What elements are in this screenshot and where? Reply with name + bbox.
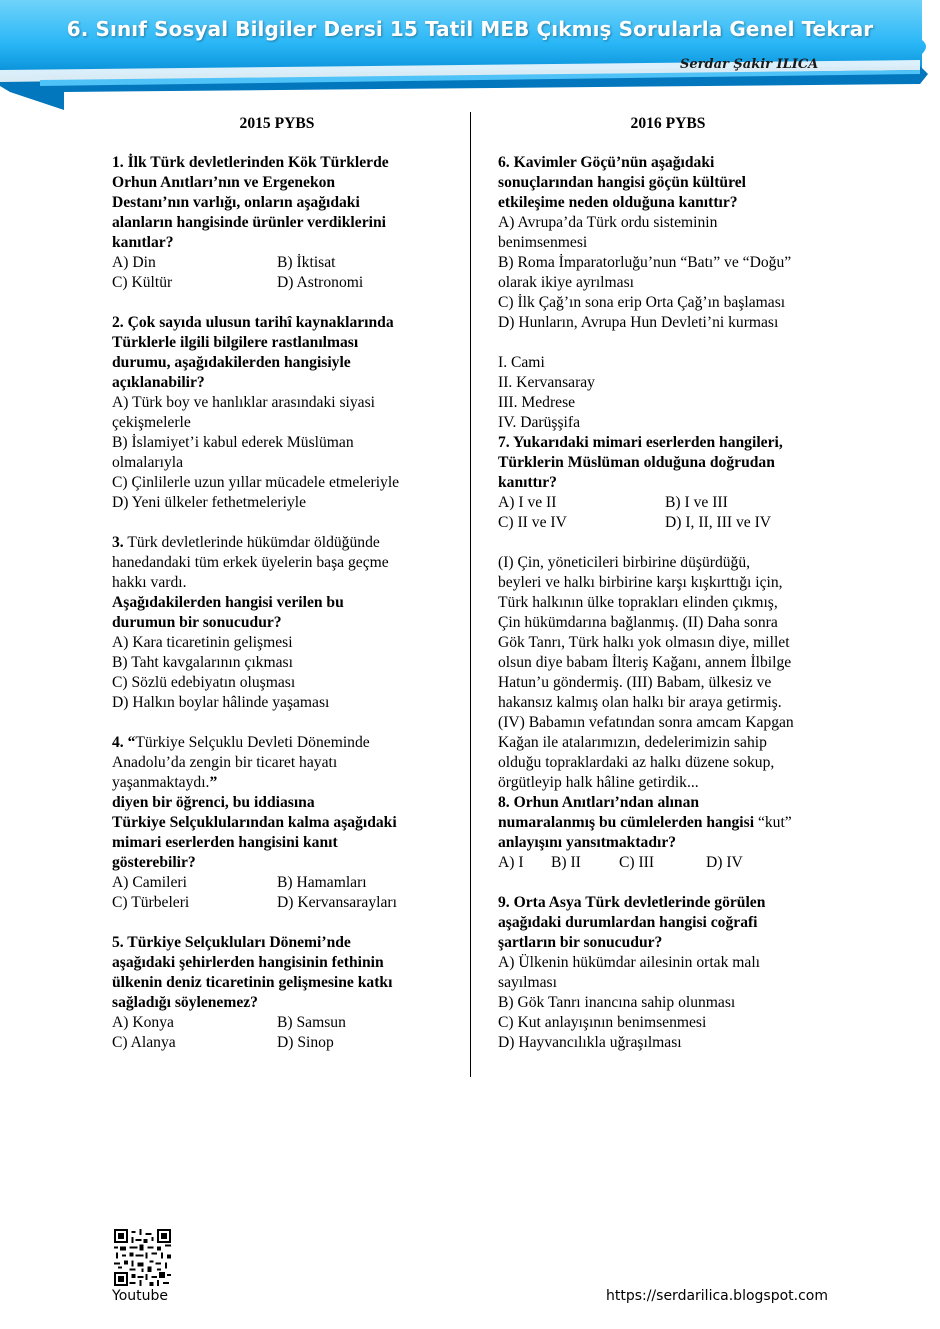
question-5-stem: aşağıdaki şehirlerden hangisinin fethinin: [112, 954, 384, 971]
question-1: [112, 153, 442, 293]
right-column: [498, 114, 838, 1073]
question-2-stem: durumu, aşağıdakilerden hangisiyle: [112, 354, 351, 371]
passage-line: Gök Tanrı, Türk halkı yok olmasın diye, millet: [498, 634, 790, 651]
question-6: [498, 153, 838, 333]
column-divider: [470, 112, 471, 1077]
question-3-stem: Aşağıdakilerden hangisi verilen bu: [112, 594, 344, 611]
option-c: C) Sözlü edebiyatın oluşması: [112, 674, 296, 691]
option-d: D) Sinop: [277, 1034, 334, 1051]
passage-line: olduğu topraklardaki az halkı düzene sokup,: [498, 754, 775, 771]
question-5-stem: 5. Türkiye Selçukluları Dönemi’nde: [112, 934, 351, 951]
passage-line: beyleri ve halkı birbirine karşı kışkırttığı için,: [498, 574, 783, 591]
option-a: A) Kara ticaretinin gelişmesi: [112, 634, 293, 651]
question-4-quote-close: ”: [209, 774, 218, 791]
option-a: A) Camileri: [112, 874, 187, 891]
question-1-stem: 1. İlk Türk devletlerinden Kök Türklerde: [112, 154, 389, 171]
option-a-cont: çekişmelerle: [112, 414, 191, 431]
passage-line: olsun diye babam İlteriş Kağanı, annem İlbilge: [498, 654, 792, 671]
question-2-stem: 2. Çok sayıda ulusun tarihî kaynaklarında: [112, 314, 394, 331]
question-1-stem: alanların hangisinde ürünler verdiklerini: [112, 214, 386, 231]
question-4-stem: gösterebilir?: [112, 854, 196, 871]
option-b: B) Roma İmparatorluğu’nun “Batı” ve “Doğu”: [498, 254, 792, 271]
option-b: B) II: [551, 854, 581, 871]
option-a: A) Ülkenin hükümdar ailesinin ortak malı: [498, 954, 761, 971]
option-b: B) Samsun: [277, 1014, 346, 1031]
option-a: A) Avrupa’da Türk ordu sisteminin: [498, 214, 718, 231]
question-3-text: hakkı vardı.: [112, 574, 187, 591]
option-d: D) IV: [706, 854, 743, 871]
list-item: IV. Darüşşifa: [498, 414, 580, 431]
question-3-text: hanedandaki tüm erkek üyelerin başa geçme: [112, 554, 389, 571]
option-b: B) Hamamları: [277, 874, 367, 891]
question-5-stem: sağladığı söylenemez?: [112, 994, 258, 1011]
question-6-stem: 6. Kavimler Göçü’nün aşağıdaki: [498, 154, 715, 171]
list-item: II. Kervansaray: [498, 374, 595, 391]
question-1-stem: Orhun Anıtları’nın ve Ergenekon: [112, 174, 336, 191]
left-column: [112, 114, 442, 1073]
option-c: C) Türbeleri: [112, 894, 190, 911]
left-column-title: 2015 PYBS: [239, 115, 315, 132]
question-3-stem: durumun bir sonucudur?: [112, 614, 282, 631]
option-d: D) Astronomi: [277, 274, 364, 291]
option-d: D) Hayvancılıkla uğraşılması: [498, 1034, 682, 1051]
question-8: [498, 553, 838, 873]
question-4-quote: Anadolu’da zengin bir ticaret hayatı: [112, 754, 338, 771]
author-name: Serdar Şakir ILICA: [680, 57, 819, 72]
question-9-stem: şartların bir sonucudur?: [498, 934, 663, 951]
list-item: III. Medrese: [498, 394, 576, 411]
passage-line: (IV) Babamın vefatından sonra amcam Kapgan: [498, 714, 794, 731]
passage-line: (I) Çin, yöneticileri birbirine düşürdüğü,: [498, 554, 751, 571]
option-b: B) İktisat: [277, 254, 336, 271]
option-a: A) Konya: [112, 1014, 174, 1031]
option-b-cont: olmalarıyla: [112, 454, 184, 471]
question-7: [498, 353, 838, 533]
option-b: B) İslamiyet’i kabul ederek Müslüman: [112, 434, 354, 451]
passage-line: Hatun’u göndermiş. (III) Babam, ülkesiz ve: [498, 674, 772, 691]
option-b: B) Taht kavgalarının çıkması: [112, 654, 293, 671]
question-8-kut: “kut”: [757, 814, 792, 831]
header-banner: [0, 0, 940, 112]
option-a-cont: sayılması: [498, 974, 557, 991]
question-9: [498, 893, 838, 1053]
question-8-stem: numaralanmış bu cümlelerden hangisi: [498, 814, 758, 831]
option-a: A) Türk boy ve hanlıklar arasındaki siyasi: [112, 394, 376, 411]
qr-code-icon[interactable]: [114, 1229, 171, 1286]
option-c: C) Çinlilerle uzun yıllar mücadele etmeleriyle: [112, 474, 400, 491]
passage-line: Kağan ile atalarımızın, dedelerimizin sahip: [498, 734, 767, 751]
question-7-stem: kanıttır?: [498, 474, 557, 491]
question-7-stem: 7. Yukarıdaki mimari eserlerden hangileri,: [498, 434, 783, 451]
question-7-stem: Türklerin Müslüman olduğuna doğrudan: [498, 454, 775, 471]
option-c: C) İlk Çağ’ın sona erip Orta Çağ’ın başlaması: [498, 294, 786, 311]
question-5: [112, 933, 442, 1053]
youtube-link[interactable]: Youtube: [112, 1288, 168, 1304]
option-c: C) Kültür: [112, 274, 173, 291]
question-1-stem: Destanı’nın varlığı, onların aşağıdaki: [112, 194, 360, 211]
option-b-cont: olarak ikiye ayrılması: [498, 274, 634, 291]
option-c: C) Kut anlayışının benimsenmesi: [498, 1014, 707, 1031]
option-d: D) Halkın boylar hâlinde yaşaması: [112, 694, 330, 711]
question-2-stem: Türklerle ilgili bilgilere rastlanılması: [112, 334, 359, 351]
option-d: D) Yeni ülkeler fethetmeleriyle: [112, 494, 306, 511]
question-2-stem: açıklanabilir?: [112, 374, 205, 391]
passage-line: örgütleyip halk hâline getirdik...: [498, 774, 699, 791]
blog-link[interactable]: https://serdarilica.blogspot.com: [605, 1288, 828, 1304]
question-6-stem: sonuçlarından hangisi göçün kültürel: [498, 174, 746, 191]
option-a-cont: benimsenmesi: [498, 234, 588, 251]
question-9-stem: 9. Orta Asya Türk devletlerinde görülen: [498, 894, 766, 911]
question-4-quote: Türkiye Selçuklu Devleti Döneminde: [135, 734, 370, 751]
question-8-stem: anlayışını yansıtmaktadır?: [498, 834, 677, 851]
question-4-stem: diyen bir öğrenci, bu iddiasına: [112, 794, 315, 811]
question-4-number: 4. “: [112, 734, 136, 751]
passage-line: hakansız kalmış olan halkı bir araya getirmiş.: [498, 694, 782, 711]
option-c: C) II ve IV: [498, 514, 567, 531]
option-d: D) Kervansarayları: [277, 894, 397, 911]
question-4: [112, 733, 442, 913]
question-6-stem: etkileşime neden olduğuna kanıttır?: [498, 194, 738, 211]
page-title: 6. Sınıf Sosyal Bilgiler Dersi 15 Tatil MEB Çıkmış Sorularla Genel Tekrar: [66, 17, 874, 41]
option-a: A) I ve II: [498, 494, 557, 511]
question-3: [112, 533, 442, 713]
option-c: C) Alanya: [112, 1034, 176, 1051]
option-b: B) I ve III: [665, 494, 728, 511]
option-d: D) Hunların, Avrupa Hun Devleti’ni kurması: [498, 314, 779, 331]
right-column-title: 2016 PYBS: [630, 115, 706, 132]
list-item: I. Cami: [498, 354, 545, 371]
question-3-text: Türk devletlerinde hükümdar öldüğünde: [123, 534, 380, 551]
question-3-number: 3.: [112, 534, 124, 551]
option-d: D) I, II, III ve IV: [665, 514, 772, 531]
question-8-stem: 8. Orhun Anıtları’ndan alınan: [498, 794, 700, 811]
passage-line: Çin hükümdarına bağlanmış. (II) Daha sonra: [498, 614, 778, 631]
question-5-stem: ülkenin deniz ticaretinin gelişmesine katkı: [112, 974, 393, 991]
question-2: [112, 313, 442, 513]
option-c: C) III: [619, 854, 655, 871]
question-4-quote: yaşanmaktaydı.: [112, 774, 210, 791]
option-b: B) Gök Tanrı inancına sahip olunması: [498, 994, 736, 1011]
question-4-stem: mimari eserlerden hangisini kanıt: [112, 834, 338, 851]
question-1-stem: kanıtlar?: [112, 234, 174, 251]
option-a: A) I: [498, 854, 524, 871]
question-9-stem: aşağıdaki durumlardan hangisi coğrafi: [498, 914, 758, 931]
question-4-stem: Türkiye Selçuklularından kalma aşağıdaki: [112, 814, 397, 831]
passage-line: Türk halkının ülke toprakları elinden çıkmış,: [498, 594, 778, 611]
option-a: A) Din: [112, 254, 156, 271]
